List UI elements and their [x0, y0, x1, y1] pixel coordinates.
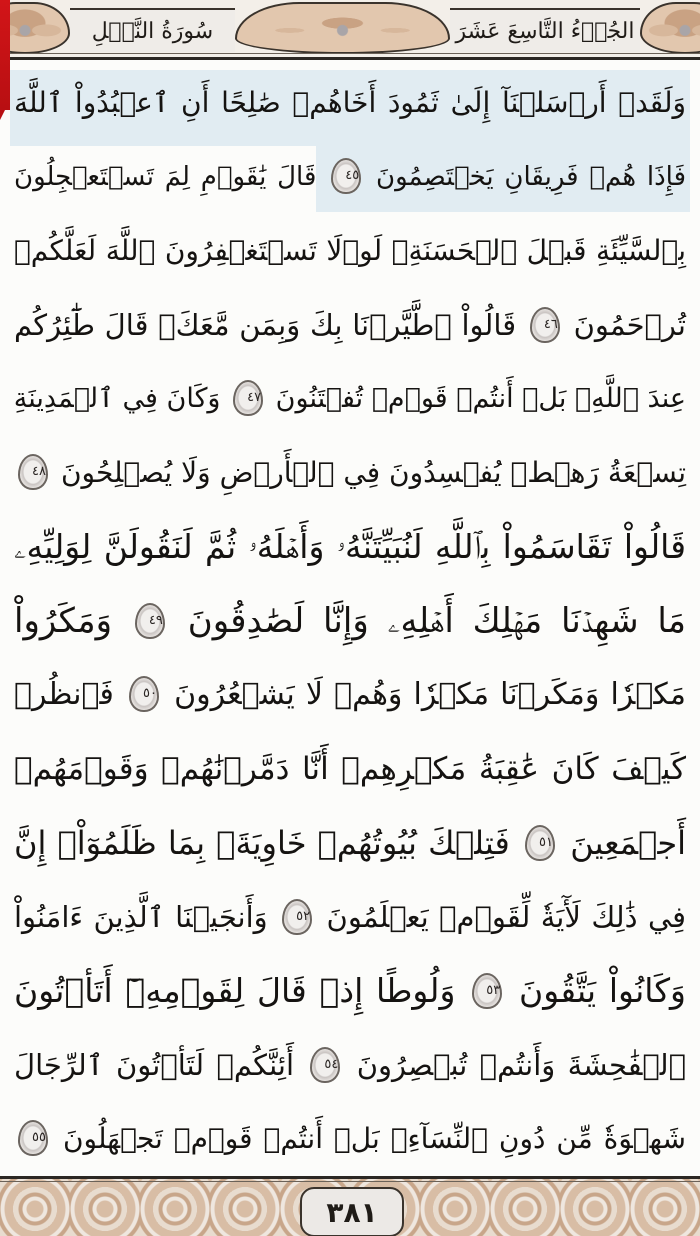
ornament-left-icon: [0, 2, 70, 54]
ayah-number-marker[interactable]: ٤٩: [135, 603, 165, 639]
ayah-number-marker[interactable]: ٤٨: [18, 454, 48, 490]
ayah-text[interactable]: وَكَانَ فِي ٱلۡمَدِينَةِ: [13, 383, 221, 414]
bookmark-ribbon-icon[interactable]: [0, 0, 10, 110]
ayah-text[interactable]: مَكۡرٗا وَمَكَرۡنَا مَكۡرٗا وَهُمۡ لَا يَشۡعُرُونَ: [174, 677, 686, 712]
ayah-number-marker[interactable]: ٥٥: [18, 1120, 48, 1156]
ayah-text[interactable]: أَئِنَّكُمۡ لَتَأۡتُونَ ٱلرِّجَالَ: [14, 1048, 295, 1082]
text-line[interactable]: [14, 806, 686, 880]
ayah-number-marker[interactable]: ٥٤: [310, 1047, 340, 1083]
ayah-text[interactable]: فَإِذَا هُمۡ فَرِيقَانِ يَخۡتَصِمُونَ: [376, 162, 686, 192]
ayah-text[interactable]: وَلَقَدۡ أَرۡسَلۡنَآ إِلَىٰ ثَمُودَ أَخَاهُمۡ صَٰلِحًا أَنِ ٱعۡبُدُواْ ٱللَّهَ: [14, 86, 686, 119]
ayah-text[interactable]: تُرۡحَمُونَ: [573, 308, 687, 342]
page-header: [0, 0, 700, 60]
ayah-text[interactable]: وَلُوطًا إِذۡ قَالَ لِقَوۡمِهِۦٓ أَتَأۡتُونَ: [14, 971, 456, 1010]
ayah-number-marker[interactable]: ٥٣: [472, 973, 502, 1009]
ayah-text[interactable]: قَالُواْ ٱطَّيَّرۡنَا بِكَ وَبِمَن مَّعَكَۚ قَالَ طَٰٓئِرُكُم: [14, 308, 517, 342]
ayah-text[interactable]: ٱلۡفَٰحِشَةَ وَأَنتُمۡ تُبۡصِرُونَ: [356, 1048, 687, 1082]
ayah-text[interactable]: وَكَانُواْ يَتَّقُونَ: [518, 971, 686, 1010]
ayah-text[interactable]: قَالُواْ تَقَاسَمُواْ بِٱللَّهِ لَنُبَيِّتَنَّهُۥ وَأَهۡلَهُۥ ثُمَّ لَنَقُولَنَّ لِوَلِيِّهِۦ: [14, 527, 686, 566]
ayah-text[interactable]: أَجۡمَعِينَ: [570, 824, 687, 862]
text-line[interactable]: [14, 658, 686, 732]
ayah-number-marker[interactable]: ٥٠: [129, 676, 159, 712]
ayah-text[interactable]: فِي ذَٰلِكَ لَأٓيَةٗ لِّقَوۡمٖ يَعۡلَمُونَ: [326, 900, 687, 934]
ornament-center-icon: [235, 2, 450, 54]
text-line[interactable]: [14, 1028, 686, 1102]
quran-text-area[interactable]: [0, 66, 700, 1176]
ayah-number-marker[interactable]: ٥٢: [282, 899, 312, 935]
ayah-text[interactable]: شَهۡوَةٗ مِّن دُونِ ٱلنِّسَآءِۚ بَلۡ أَنتُمۡ قَوۡمٞ تَجۡهَلُونَ: [62, 1122, 686, 1155]
ayah-text[interactable]: فَتِلۡكَ بُيُوتُهُمۡ خَاوِيَةَۢ بِمَا ظَلَمُوٓاْۚ إِنَّ: [14, 824, 510, 862]
ayah-text[interactable]: مَا شَهِدۡنَا مَهۡلِكَ أَهۡلِهِۦ وَإِنَّا لَصَٰدِقُونَ: [187, 601, 686, 641]
ayah-text[interactable]: وَمَكَرُواْ: [14, 601, 113, 641]
ayah-text[interactable]: وَأَنجَيۡنَا ٱلَّذِينَ ءَامَنُواْ: [14, 900, 268, 934]
ayah-text[interactable]: كَيۡفَ كَانَ عَٰقِبَةُ مَكۡرِهِمۡ أَنَّا دَمَّرۡنَٰهُمۡ وَقَوۡمَهُمۡ: [14, 751, 686, 787]
juz-name: الجُزۡءُ التَّاسِعَ عَشَرَ: [450, 8, 640, 52]
text-line[interactable]: [14, 954, 686, 1028]
page-footer: [0, 1176, 700, 1236]
text-line[interactable]: [14, 362, 686, 436]
ayah-number-marker[interactable]: ٥١: [525, 825, 555, 861]
text-line[interactable]: [14, 288, 686, 362]
text-line[interactable]: [14, 732, 686, 806]
ornament-right-icon: [640, 2, 700, 54]
ayah-text[interactable]: فَٱنظُرۡ: [14, 677, 114, 712]
surah-name: سُورَةُ النَّمۡلِ: [70, 8, 235, 52]
ayah-text[interactable]: تِسۡعَةُ رَهۡطٖ يُفۡسِدُونَ فِي ٱلۡأَرۡضِ وَلَا يُصۡلِحُونَ: [60, 456, 686, 489]
text-line[interactable]: [14, 584, 686, 658]
text-line[interactable]: [14, 66, 686, 140]
ayah-number-marker[interactable]: ٤٧: [233, 380, 263, 416]
text-line[interactable]: [14, 214, 686, 288]
text-line[interactable]: [14, 510, 686, 584]
page-number: ٣٨١: [300, 1187, 404, 1236]
ayah-text[interactable]: بِٱلسَّيِّئَةِ قَبۡلَ ٱلۡحَسَنَةِۖ لَوۡلَا تَسۡتَغۡفِرُونَ ٱللَّهَ لَعَلَّكُمۡ: [14, 234, 686, 267]
ayah-text[interactable]: قَالَ يَٰقَوۡمِ لِمَ تَسۡتَعۡجِلُونَ: [14, 162, 317, 192]
text-line[interactable]: [14, 140, 686, 214]
ayah-number-marker[interactable]: ٤٥: [331, 158, 361, 194]
ayah-text[interactable]: عِندَ ٱللَّهِۖ بَلۡ أَنتُمۡ قَوۡمٞ تُفۡتَنُونَ: [275, 383, 686, 414]
ayah-number-marker[interactable]: ٤٦: [530, 307, 560, 343]
text-line[interactable]: [14, 1102, 686, 1176]
text-line[interactable]: [14, 880, 686, 954]
text-line[interactable]: [14, 436, 686, 510]
